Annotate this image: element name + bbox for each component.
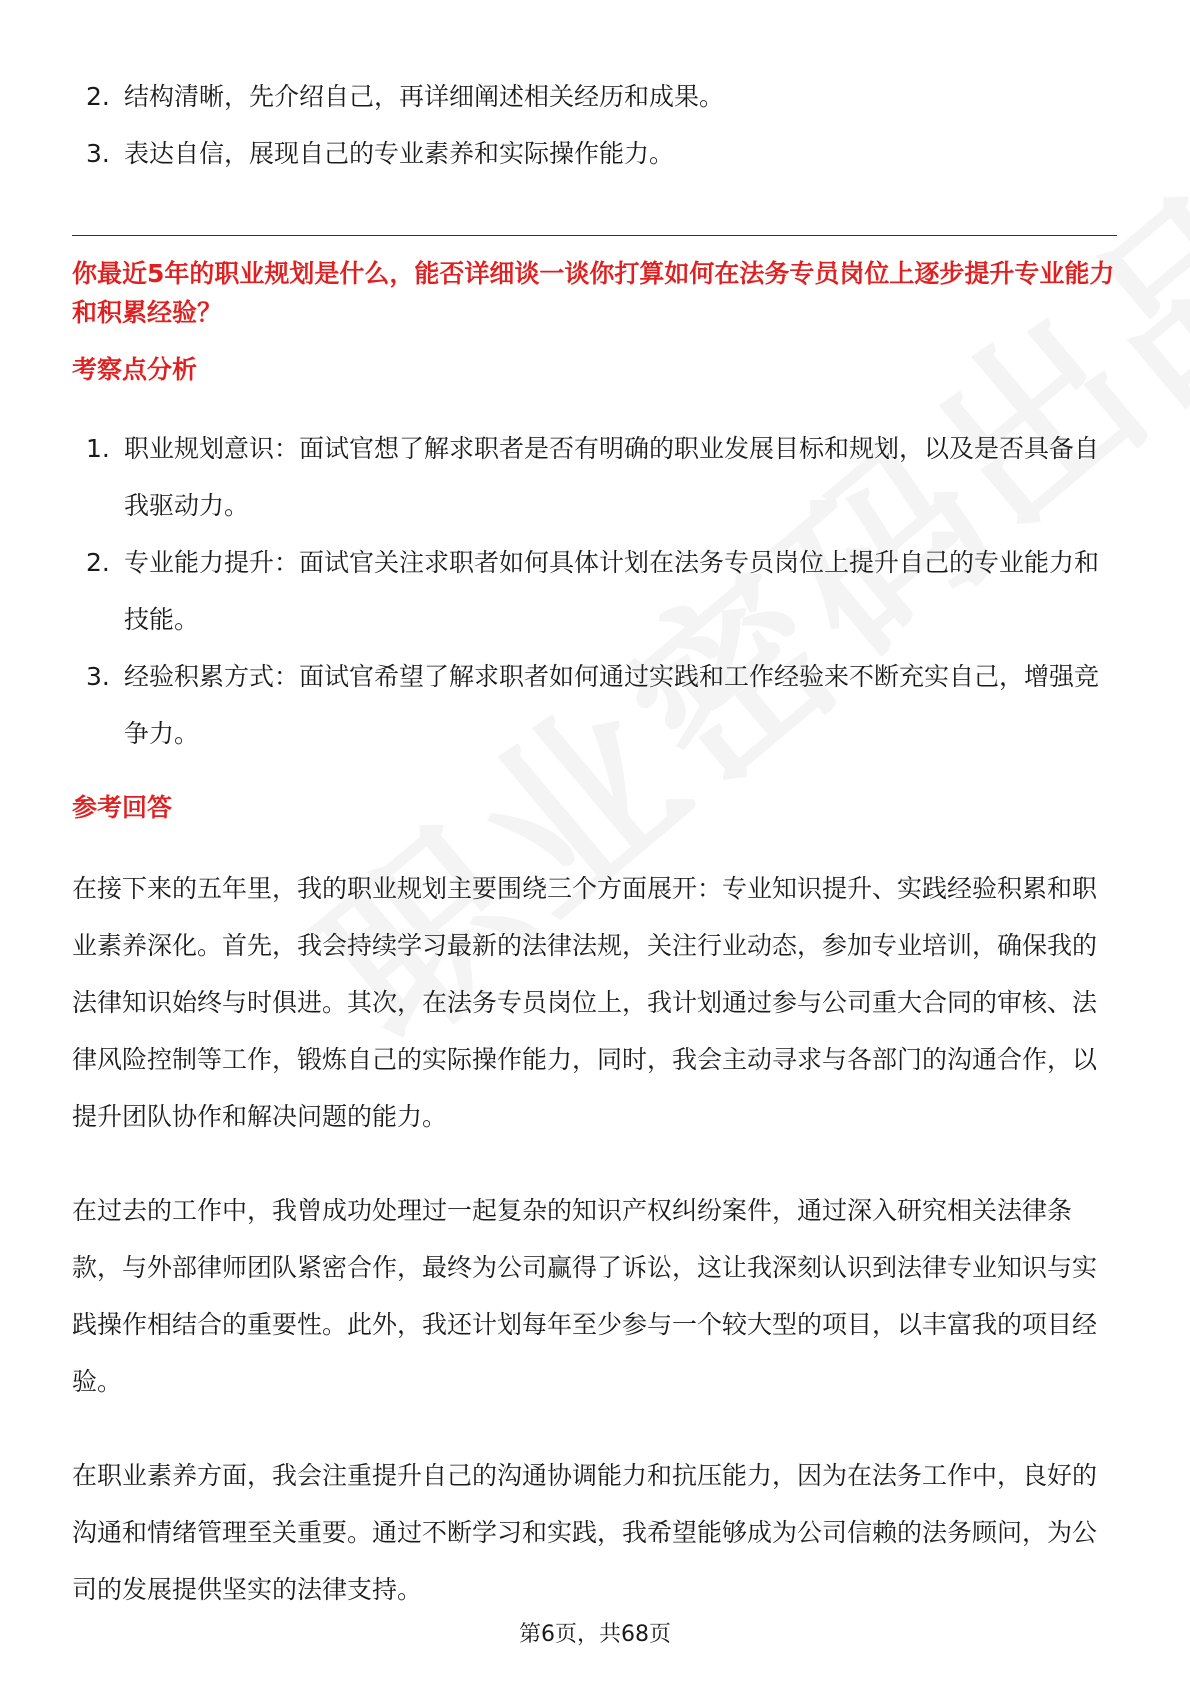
list-item [72, 125, 1112, 182]
section-divider [72, 235, 1117, 236]
answer-paragraph: 在接下来的五年里，我的职业规划主要围绕三个方面展开：专业知识提升、实践经验积累和职业素养深化。首先，我会持续学习最新的法律法规，关注行业动态，参加专业培训，确保我的法律知识始终与时俱进。其次，在法务专员岗位上，我计划通过参与公司重大合同的审核、法律风险控制等工作，锻炼自己的实际操作能力，同时，我会主动寻求与各部门的沟通合作，以提升团队协作和解决问题的能力。 [72, 874, 1098, 1131]
analysis-list [72, 420, 1112, 762]
list-item-number: 3. [86, 662, 110, 691]
answer-paragraph: 在过去的工作中，我曾成功处理过一起复杂的知识产权纠纷案件，通过深入研究相关法律条款，与外部律师团队紧密合作，最终为公司赢得了诉讼，这让我深刻认识到法律专业知识与实践操作相结合的重要性。此外，我还计划每年至少参与一个较大型的项目，以丰富我的项目经验。 [72, 1196, 1098, 1396]
list-item [72, 420, 1112, 534]
list-item-number: 3. [86, 139, 110, 168]
list-item-text: 职业规划意识：面试官想了解求职者是否有明确的职业发展目标和规划，以及是否具备自我驱动力。 [124, 434, 1100, 520]
answer-heading: 参考回答 [72, 793, 173, 822]
interview-question: 你最近5年的职业规划是什么，能否详细谈一谈你打算如何在法务专员岗位上逐步提升专业能力和积累经验？ [72, 259, 1115, 327]
page-number-footer: 第6页，共68页 [519, 1622, 671, 1647]
answer-paragraph: 在职业素养方面，我会注重提升自己的沟通协调能力和抗压能力，因为在法务工作中，良好的沟通和情绪管理至关重要。通过不断学习和实践，我希望能够成为公司信赖的法务顾问，为公司的发展提供坚实的法律支持。 [72, 1461, 1098, 1604]
list-item-text: 专业能力提升：面试官关注求职者如何具体计划在法务专员岗位上提升自己的专业能力和技能。 [124, 548, 1100, 634]
list-item-number: 2. [86, 82, 110, 111]
list-item [72, 648, 1112, 762]
list-item-text: 经验积累方式：面试官希望了解求职者如何通过实践和工作经验来不断充实自己，增强竞争力。 [124, 662, 1100, 748]
list-item [72, 68, 1112, 125]
list-item-number: 2. [86, 548, 110, 577]
top-numbered-list [72, 68, 1112, 182]
list-item-number: 1. [86, 434, 110, 463]
list-item-text: 结构清晰，先介绍自己，再详细阐述相关经历和成果。 [124, 82, 725, 111]
list-item-text: 表达自信，展现自己的专业素养和实际操作能力。 [124, 139, 675, 168]
list-item [72, 534, 1112, 648]
analysis-heading: 考察点分析 [72, 355, 198, 384]
